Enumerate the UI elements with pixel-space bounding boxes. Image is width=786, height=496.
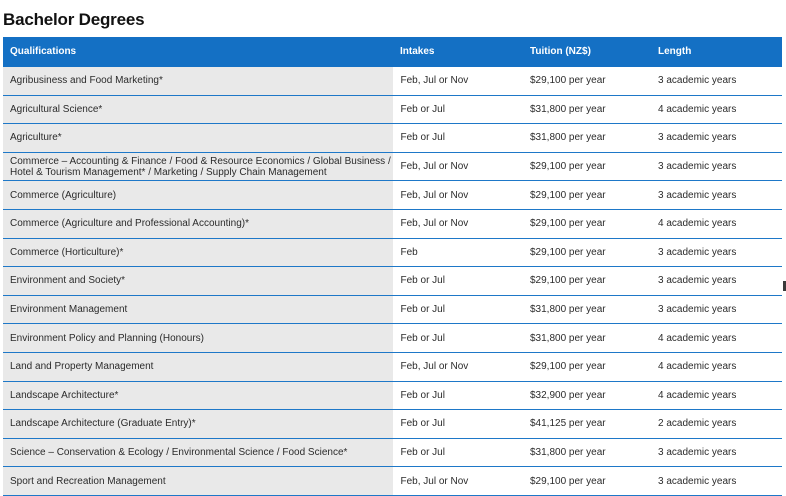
tuition-cell: $29,100 per year <box>523 67 651 96</box>
table-row <box>3 209 782 238</box>
tuition-cell: $31,800 per year <box>523 295 651 324</box>
qualification-cell: Agricultural Science* <box>3 95 393 124</box>
degrees-table <box>3 37 782 496</box>
tuition-cell: $41,125 per year <box>523 410 651 439</box>
length-cell: 3 academic years <box>651 438 782 467</box>
table-body <box>3 67 782 496</box>
tuition-cell: $29,100 per year <box>523 267 651 296</box>
length-cell: 2 academic years <box>651 410 782 439</box>
length-cell: 4 academic years <box>651 209 782 238</box>
qualification-cell: Sport and Recreation Management <box>3 467 393 496</box>
tuition-cell: $29,100 per year <box>523 181 651 210</box>
length-cell: 3 academic years <box>651 238 782 267</box>
intakes-cell: Feb or Jul <box>393 438 523 467</box>
intakes-cell: Feb, Jul or Nov <box>393 352 523 381</box>
length-cell: 4 academic years <box>651 324 782 353</box>
length-cell: 3 academic years <box>651 295 782 324</box>
qualification-cell: Agriculture* <box>3 124 393 153</box>
table-row <box>3 67 782 96</box>
table-row <box>3 124 782 153</box>
qualification-cell: Land and Property Management <box>3 352 393 381</box>
intakes-cell: Feb or Jul <box>393 124 523 153</box>
intakes-cell: Feb or Jul <box>393 267 523 296</box>
intakes-cell: Feb, Jul or Nov <box>393 467 523 496</box>
length-cell: 4 academic years <box>651 352 782 381</box>
header-row <box>3 37 782 67</box>
page-title: Bachelor Degrees <box>3 10 145 29</box>
length-cell: 3 academic years <box>651 124 782 153</box>
intakes-cell: Feb or Jul <box>393 324 523 353</box>
table-row <box>3 181 782 210</box>
length-cell: 4 academic years <box>651 95 782 124</box>
header-length: Length <box>651 37 782 67</box>
qualification-cell: Environment and Society* <box>3 267 393 296</box>
table-header <box>3 37 782 67</box>
table-row <box>3 152 782 181</box>
qualification-cell: Agribusiness and Food Marketing* <box>3 67 393 96</box>
table-row <box>3 238 782 267</box>
qualification-cell: Commerce (Agriculture and Professional Accounting)* <box>3 209 393 238</box>
intakes-cell: Feb, Jul or Nov <box>393 67 523 96</box>
table-row <box>3 467 782 496</box>
length-cell: 3 academic years <box>651 467 782 496</box>
qualification-cell: Commerce (Horticulture)* <box>3 238 393 267</box>
tuition-cell: $31,800 per year <box>523 124 651 153</box>
header-intakes: Intakes <box>393 37 523 67</box>
table-row <box>3 352 782 381</box>
header-qualifications: Qualifications <box>3 37 393 67</box>
tuition-cell: $31,800 per year <box>523 438 651 467</box>
intakes-cell: Feb, Jul or Nov <box>393 209 523 238</box>
qualification-cell: Commerce – Accounting & Finance / Food & Resource Economics / Global Business / Hotel & Tourism Management* / Marketing / Supply Chain Management <box>3 152 393 181</box>
intakes-cell: Feb <box>393 238 523 267</box>
tuition-cell: $29,100 per year <box>523 152 651 181</box>
length-cell: 3 academic years <box>651 67 782 96</box>
intakes-cell: Feb, Jul or Nov <box>393 152 523 181</box>
intakes-cell: Feb or Jul <box>393 381 523 410</box>
qualification-cell: Science – Conservation & Ecology / Environmental Science / Food Science* <box>3 438 393 467</box>
table-row <box>3 410 782 439</box>
intakes-cell: Feb or Jul <box>393 95 523 124</box>
degrees-table-container <box>3 37 782 496</box>
intakes-cell: Feb or Jul <box>393 410 523 439</box>
length-cell: 3 academic years <box>651 152 782 181</box>
length-cell: 3 academic years <box>651 181 782 210</box>
tuition-cell: $29,100 per year <box>523 238 651 267</box>
qualification-cell: Environment Management <box>3 295 393 324</box>
table-row <box>3 381 782 410</box>
header-tuition: Tuition (NZ$) <box>523 37 651 67</box>
length-cell: 4 academic years <box>651 381 782 410</box>
tuition-cell: $29,100 per year <box>523 467 651 496</box>
table-row <box>3 438 782 467</box>
tuition-cell: $31,800 per year <box>523 324 651 353</box>
tuition-cell: $32,900 per year <box>523 381 651 410</box>
tuition-cell: $31,800 per year <box>523 95 651 124</box>
table-row <box>3 95 782 124</box>
qualification-cell: Landscape Architecture* <box>3 381 393 410</box>
qualification-cell: Commerce (Agriculture) <box>3 181 393 210</box>
length-cell: 3 academic years <box>651 267 782 296</box>
qualification-cell: Landscape Architecture (Graduate Entry)* <box>3 410 393 439</box>
tuition-cell: $29,100 per year <box>523 209 651 238</box>
tuition-cell: $29,100 per year <box>523 352 651 381</box>
intakes-cell: Feb or Jul <box>393 295 523 324</box>
intakes-cell: Feb, Jul or Nov <box>393 181 523 210</box>
qualification-cell: Environment Policy and Planning (Honours) <box>3 324 393 353</box>
table-row <box>3 295 782 324</box>
table-row <box>3 267 782 296</box>
table-row <box>3 324 782 353</box>
